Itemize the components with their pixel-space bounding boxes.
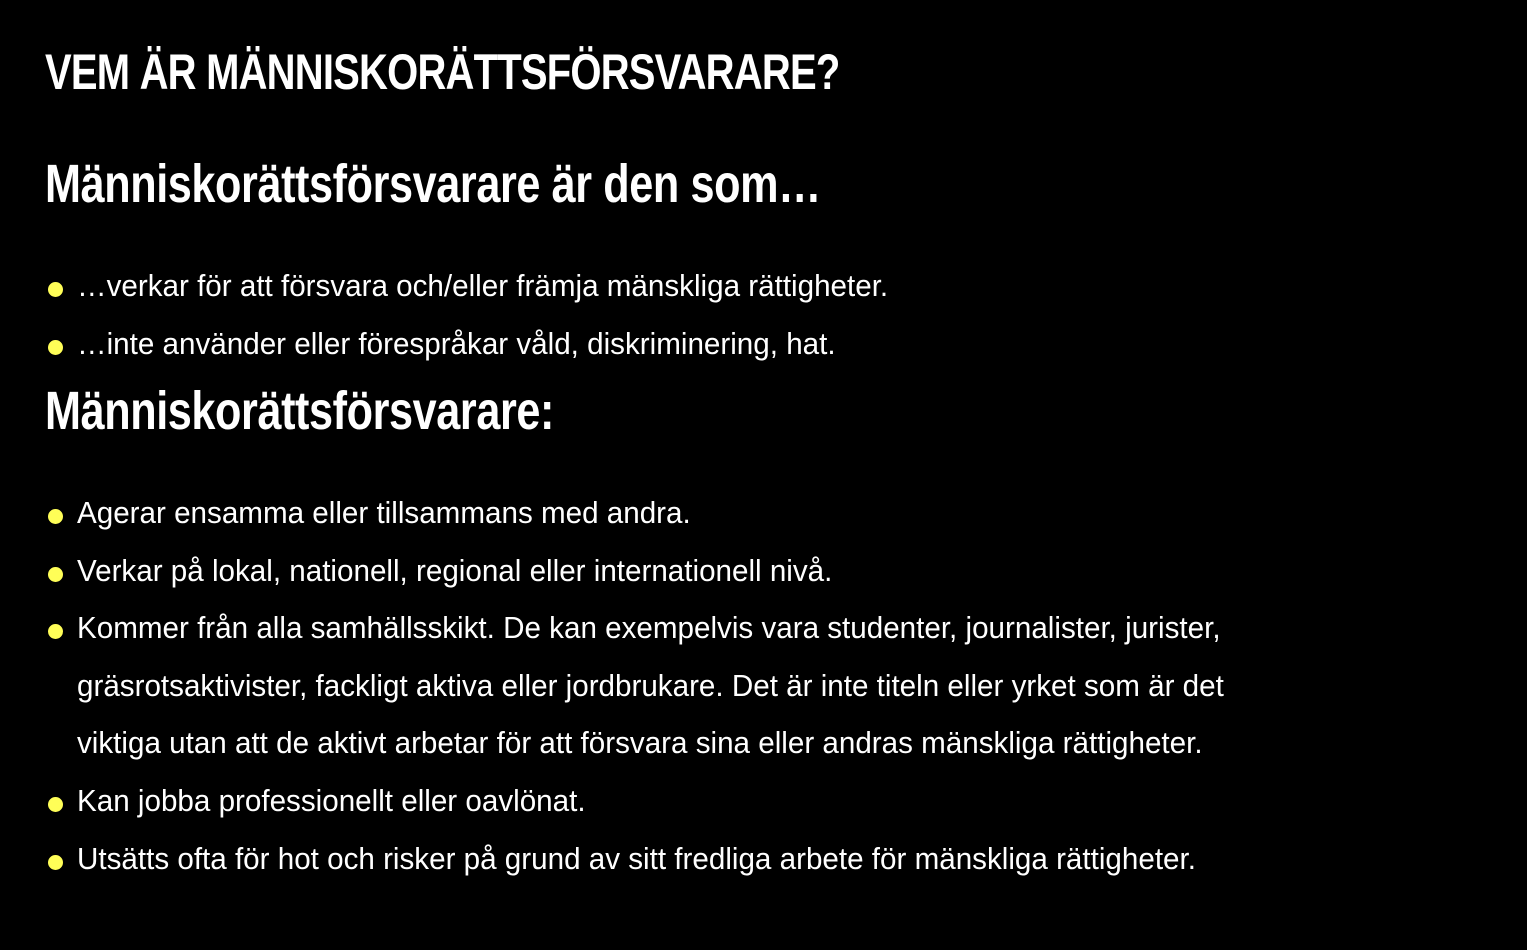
definition-list (45, 257, 1485, 372)
bullet-icon (48, 282, 63, 297)
page-title: VEM ÄR MÄNNISKORÄTTSFÖRSVARARE? (45, 44, 840, 100)
list-item-text: Kommer från alla samhällsskikt. De kan exempelvis vara studenter, journalister, jurister, gräsrotsaktivister, fackligt aktiva eller jordbrukare. Det är inte titeln eller yrket som är det viktiga utan att de aktivt arbetar för att försvara sina eller andras mänskliga rättigheter. (77, 610, 1224, 761)
bullet-icon (48, 855, 63, 870)
list-item-text: …inte använder eller förespråkar våld, diskriminering, hat. (77, 325, 836, 361)
list-item (45, 315, 1485, 373)
section-heading-traits: Människorättsförsvarare: (45, 381, 554, 441)
list-item (45, 257, 1485, 315)
bullet-icon (48, 567, 63, 582)
bullet-icon (48, 340, 63, 355)
bullet-icon (48, 509, 63, 524)
bullet-icon (48, 624, 63, 639)
list-item (45, 830, 1485, 888)
list-item-text: …verkar för att försvara och/eller främja mänskliga rättigheter. (77, 268, 889, 303)
list-item (45, 772, 1485, 830)
section-heading-definition: Människorättsförsvarare är den som… (45, 154, 821, 214)
list-item-text: Verkar på lokal, nationell, regional eller internationell nivå. (77, 552, 833, 588)
list-item (45, 542, 1485, 600)
traits-list (45, 484, 1485, 887)
list-item (45, 599, 1485, 772)
list-item-text: Kan jobba professionellt eller oavlönat. (77, 782, 586, 818)
list-item-text: Utsätts ofta för hot och risker på grund av sitt fredliga arbete för mänskliga rättigheter. (77, 840, 1196, 876)
list-item (45, 484, 1485, 542)
list-item-text: Agerar ensamma eller tillsammans med andra. (77, 495, 691, 530)
bullet-icon (48, 797, 63, 812)
